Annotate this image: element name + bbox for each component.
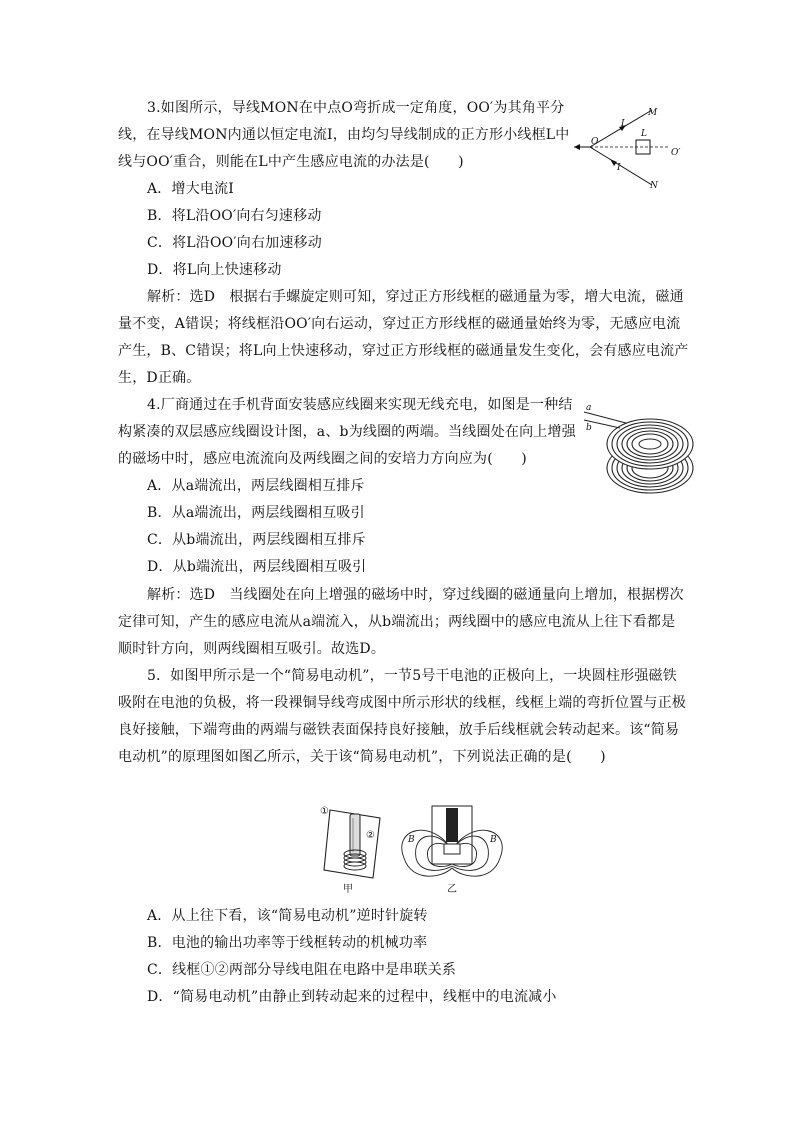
q3-analysis-line-3: 产生，B、C错误；将L向上快速移动，穿过正方形线框的磁通量发生变化，会有感应电流产 [118,343,689,359]
q3-analysis-line-1: 解析：选D 根据右手螺旋定则可知，穿过正方形线框的磁通量为零，增大电流，磁通 [147,289,684,305]
q3-stem-line-1: 3.如图所示，导线MON在中点O弯折成一定角度，OO′为其角平分 [147,100,565,116]
q4-option-d: D．从b端流出，两层线圈相互吸引 [147,559,367,575]
q5-option-c: C．线框①②两部分导线电阻在电路中是串联关系 [147,962,457,978]
q5-stem-line-2: 吸附在电池的负极，将一段裸铜导线弯成图中所示形状的线框，线框上端的弯折位置与正极 [118,695,686,711]
label-m: M [648,108,658,118]
q4-analysis-line-1: 解析：选D 当线圈处在向上增强的磁场中时，穿过线圈的磁通量向上增加，根据楞次 [147,587,684,603]
label-circle-2: ② [366,830,375,841]
figure-yi [402,806,502,895]
q5-option-b: B．电池的输出功率等于线框转动的机械功率 [147,935,428,951]
q5-stem-line-1: 5．如图甲所示是一个“简易电动机”，一节5号干电池的正极向上，一块圆柱形强磁铁 [147,668,677,684]
q4-option-a: A．从a端流出，两层线圈相互排斥 [147,478,365,494]
label-i1: I [621,119,625,129]
q4-analysis-line-3: 顺时针方向，则两线圈相互吸引。故选D。 [118,641,386,657]
q5-option-d: D．“简易电动机”由静止到转动起来的过程中，线框中的电流减小 [147,989,557,1005]
q3-analysis-line-4: 生，D正确。 [118,370,201,386]
arrow-i2 [610,159,617,166]
q3-option-a: A．增大电流I [147,181,235,197]
q4-figure [584,398,694,498]
battery-body [446,808,458,842]
q5-stem-line-3: 良好接触，下端弯曲的两端与磁铁表面保持良好接触，放手后线框就会转动起来。该“简易 [118,722,680,738]
magnet-block [444,844,460,854]
q3-option-d: D．将L向上快速移动 [147,262,282,278]
label-circle-1: ① [320,806,329,817]
q4-option-c: C．从b端流出，两层线圈相互排斥 [147,532,366,548]
label-yi: 乙 [447,884,457,895]
q3-analysis-line-2: 量不变，A错误；将线框沿OO′向右运动，穿过正方形线框的磁通量始终为零，无感应电流 [118,316,681,332]
q5-stem-line-4: 电动机”的原理图如图乙所示，关于该“简易电动机”，下列说法正确的是( ) [118,749,606,765]
q3-stem-line-3: 线与OO′重合，则能在L中产生感应电流的办法是( ) [118,154,464,170]
wire-on [590,147,652,185]
q3-option-b: B．将L沿OO′向右匀速移动 [147,208,322,224]
q5-option-a: A．从上往下看，该“简易电动机”逆时针旋转 [147,908,428,924]
label-jia: 甲 [343,884,353,895]
q4-stem-line-2: 构紧凑的双层感应线圈设计图，a、b为线圈的两端。当线圈处在向上增强 [118,424,576,440]
q4-analysis-line-2: 定律可知，产生的感应电流从a端流入，从b端流出；两线圈中的感应电流从上往下看都是 [118,614,676,630]
label-a: a [586,403,592,413]
figure-jia [320,806,380,895]
label-n: N [650,181,658,191]
label-b1: B [408,835,415,845]
label-l: L [641,129,647,139]
label-o: O [591,137,599,147]
label-b: b [586,423,592,433]
q3-figure [570,100,690,195]
q3-stem-line-2: 线，在导线MON内通以恒定电流I，由均匀导线制成的正方形小线框L中 [118,127,570,143]
label-b2: B [490,835,497,845]
q4-stem-line-3: 的磁场中时，感应电流流向及两线圈之间的安培力方向应为( ) [118,451,527,467]
label-o-prime: O′ [671,148,681,158]
q4-option-b: B．从a端流出，两层线圈相互吸引 [147,505,365,521]
q3-option-c: C．将L沿OO′向右加速移动 [147,235,322,251]
q5-figure [318,798,518,898]
label-i2: I [617,163,621,173]
q4-stem-line-1: 4.厂商通过在手机背面安装感应线圈来实现无线充电，如图是一种结 [147,397,573,413]
